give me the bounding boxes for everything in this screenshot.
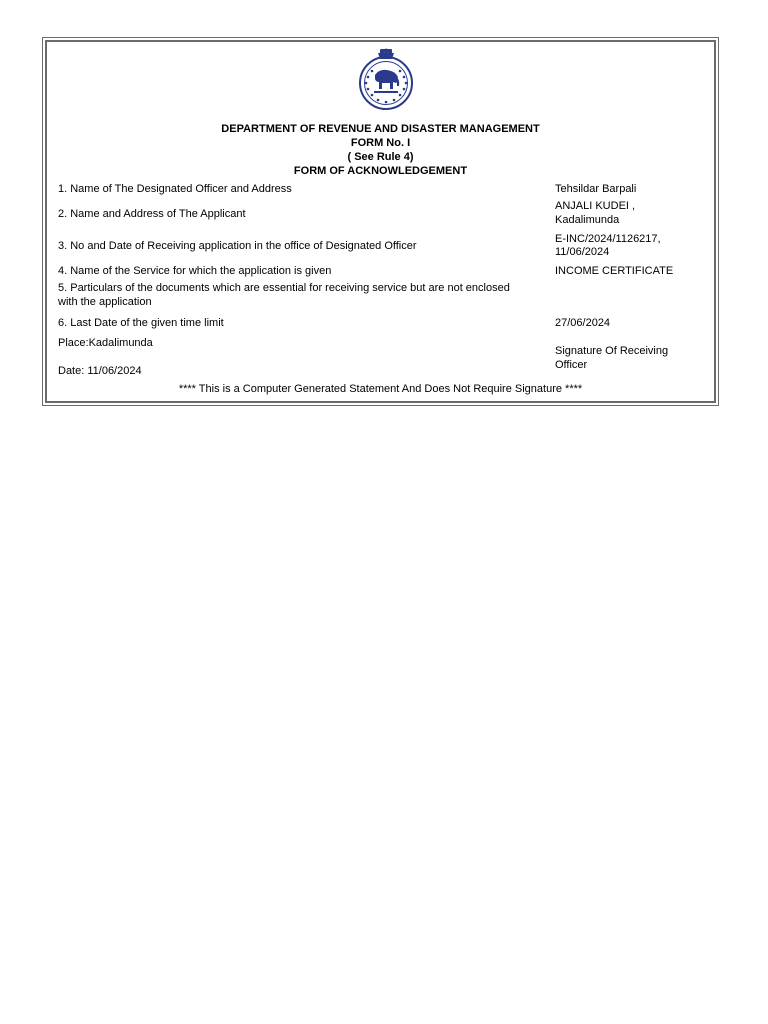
row-3-label: 3. No and Date of Receiving application in the office of Designated Officer [58,240,417,252]
row-1-label: 1. Name of The Designated Officer and Address [58,183,292,195]
row-1-value: Tehsildar Barpali [555,183,637,195]
date-text: Date: 11/06/2024 [58,365,142,377]
rule-reference: ( See Rule 4) [347,151,414,163]
row-2-value-line-1: ANJALI KUDEI , [555,200,636,212]
signature-line-2: Officer [555,359,588,371]
row-2-label: 2. Name and Address of The Applicant [58,208,246,220]
computer-generated-note: **** This is a Computer Generated Statement And Does Not Require Signature **** [178,383,583,395]
odisha-state-emblem-icon [356,47,416,111]
row-3-value-line-2: 11/06/2024 [555,246,610,258]
row-5-label-line-2: with the application [58,296,152,308]
form-title: FORM OF ACKNOWLEDGEMENT [293,165,468,177]
signature-line-1: Signature Of Receiving [555,345,669,357]
row-5-label-line-1: 5. Particulars of the documents which are essential for receiving service but are not enclosed [58,282,510,294]
row-4-value: INCOME CERTIFICATE [555,265,674,277]
row-3-value-line-1: E-INC/2024/1126217, [555,233,661,245]
form-number: FORM No. I [350,137,411,149]
row-4-label: 4. Name of the Service for which the application is given [58,265,332,277]
row-2-value-line-2: Kadalimunda [555,214,620,226]
row-6-value: 27/06/2024 [555,317,611,329]
row-6-label: 6. Last Date of the given time limit [58,317,224,329]
department-heading: DEPARTMENT OF REVENUE AND DISASTER MANAGEMENT [221,123,540,135]
place-text: Place:Kadalimunda [58,337,153,349]
acknowledgement-inner-frame [45,40,716,403]
acknowledgement-frame [42,37,719,406]
